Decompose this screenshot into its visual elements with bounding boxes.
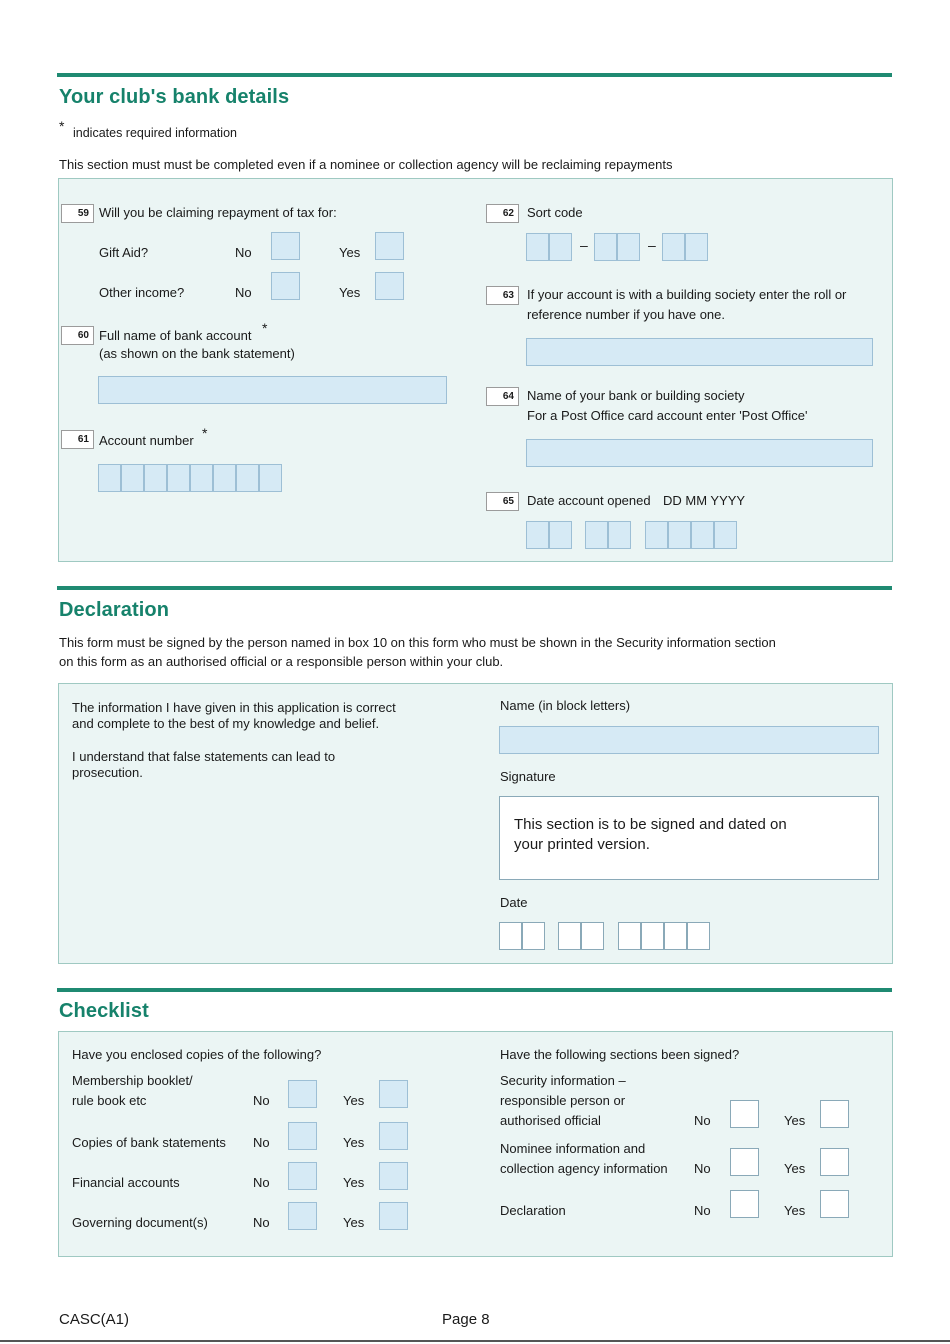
no-label: No — [694, 1113, 711, 1128]
checklist-item-label: Financial accounts — [72, 1175, 180, 1190]
date-digit[interactable] — [581, 922, 604, 950]
date-digit[interactable] — [526, 521, 549, 549]
declaration-statement-1b: and complete to the best of my knowledge and belief. — [72, 716, 380, 731]
date-format-hint: DD MM YYYY — [663, 493, 746, 508]
declaration-statement-1a: The information I have given in this application is correct — [72, 700, 396, 715]
name-label: Name (in block letters) — [500, 698, 631, 713]
yes-label: Yes — [343, 1093, 365, 1108]
date-digit[interactable] — [687, 922, 710, 950]
sort-code-digit[interactable] — [526, 233, 549, 261]
account-digit[interactable] — [144, 464, 167, 492]
date-opened-label: Date account opened — [527, 493, 651, 508]
date-digit[interactable] — [645, 521, 668, 549]
bank-account-name-input[interactable] — [98, 376, 447, 404]
account-digit[interactable] — [236, 464, 259, 492]
financial-accounts-no-checkbox[interactable] — [288, 1162, 317, 1190]
declaration-title: Declaration — [59, 599, 170, 621]
sort-code-dash: – — [580, 237, 588, 253]
question-number-65: 65 — [486, 492, 519, 511]
section-rule — [57, 586, 892, 590]
sort-code-label: Sort code — [527, 205, 583, 220]
form-code: CASC(A1) — [59, 1311, 130, 1328]
date-digit[interactable] — [664, 922, 687, 950]
question-number-62: 62 — [486, 204, 519, 223]
date-digit[interactable] — [608, 521, 631, 549]
name-block-letters-input[interactable] — [499, 726, 879, 754]
other-income-no-label: No — [235, 285, 252, 300]
date-digit[interactable] — [522, 922, 545, 950]
no-label: No — [253, 1093, 270, 1108]
nominee-info-signed-yes-checkbox[interactable] — [820, 1148, 849, 1176]
checklist-title: Checklist — [59, 1000, 149, 1022]
q59-label: Will you be claiming repayment of tax for: — [99, 205, 337, 220]
account-digit[interactable] — [121, 464, 144, 492]
sort-code-digit[interactable] — [594, 233, 617, 261]
checklist-item-label: Membership booklet/ — [72, 1073, 193, 1088]
yes-label: Yes — [784, 1161, 806, 1176]
q60-label-line1: Full name of bank account — [99, 328, 252, 343]
nominee-info-signed-no-checkbox[interactable] — [730, 1148, 759, 1176]
checklist-item-label: rule book etc — [72, 1093, 147, 1108]
sort-code-digit[interactable] — [662, 233, 685, 261]
account-digit[interactable] — [167, 464, 190, 492]
declaration-signed-no-checkbox[interactable] — [730, 1190, 759, 1218]
date-digit[interactable] — [691, 521, 714, 549]
yes-label: Yes — [784, 1203, 806, 1218]
q60-label-line2: (as shown on the bank statement) — [99, 346, 295, 361]
governing-documents-yes-checkbox[interactable] — [379, 1202, 408, 1230]
date-digit[interactable] — [714, 521, 737, 549]
other-income-yes-checkbox[interactable] — [375, 272, 404, 300]
q61-required-star: * — [202, 425, 208, 441]
no-label: No — [253, 1135, 270, 1150]
checklist-item-label: Governing document(s) — [72, 1215, 208, 1230]
checklist-item-label: Nominee information and — [500, 1141, 646, 1156]
gift-aid-no-label: No — [235, 245, 252, 260]
checklist-item-label: authorised official — [500, 1113, 601, 1128]
bank-statements-no-checkbox[interactable] — [288, 1122, 317, 1150]
question-number-63: 63 — [486, 286, 519, 305]
declaration-statement-2a: I understand that false statements can lead to — [72, 749, 336, 764]
yes-label: Yes — [343, 1215, 365, 1230]
gift-aid-yes-label: Yes — [339, 245, 361, 260]
section-rule — [57, 988, 892, 992]
bank-name-input[interactable] — [526, 439, 873, 467]
account-digit[interactable] — [98, 464, 121, 492]
required-star: * — [59, 118, 65, 134]
security-info-signed-no-checkbox[interactable] — [730, 1100, 759, 1128]
roll-number-input[interactable] — [526, 338, 873, 366]
account-number-label: Account number — [99, 433, 194, 448]
section-rule — [57, 73, 892, 77]
checklist-item-label: Security information – — [500, 1073, 626, 1088]
financial-accounts-yes-checkbox[interactable] — [379, 1162, 408, 1190]
bank-details-title: Your club's bank details — [59, 86, 290, 108]
q64-label-line2: For a Post Office card account enter 'Post Office' — [527, 408, 808, 423]
no-label: No — [253, 1175, 270, 1190]
bank-intro: This section must must be completed even if a nominee or collection agency will be reclaiming repayments — [59, 157, 673, 172]
sort-code-dash: – — [648, 237, 656, 253]
checklist-left-heading: Have you enclosed copies of the following? — [72, 1047, 322, 1062]
sort-code-digit[interactable] — [617, 233, 640, 261]
yes-label: Yes — [784, 1113, 806, 1128]
membership-booklet-no-checkbox[interactable] — [288, 1080, 317, 1108]
q63-label-line2: reference number if you have one. — [527, 307, 726, 322]
declaration-intro-line1: This form must be signed by the person named in box 10 on this form who must be shown in the Security information section — [59, 635, 776, 650]
declaration-statement-2b: prosecution. — [72, 765, 143, 780]
date-digit[interactable] — [641, 922, 664, 950]
date-digit[interactable] — [558, 922, 581, 950]
gift-aid-no-checkbox[interactable] — [271, 232, 300, 260]
required-note: indicates required information — [73, 126, 237, 140]
declaration-intro-line2: on this form as an authorised official or a responsible person within your club. — [59, 654, 504, 669]
date-digit[interactable] — [668, 521, 691, 549]
date-digit[interactable] — [499, 922, 522, 950]
yes-label: Yes — [343, 1175, 365, 1190]
governing-documents-no-checkbox[interactable] — [288, 1202, 317, 1230]
q64-label-line1: Name of your bank or building society — [527, 388, 745, 403]
question-number-60: 60 — [61, 326, 94, 345]
no-label: No — [694, 1161, 711, 1176]
other-income-no-checkbox[interactable] — [271, 272, 300, 300]
account-digit[interactable] — [259, 464, 282, 492]
date-digit[interactable] — [549, 521, 572, 549]
checklist-item-label: Copies of bank statements — [72, 1135, 226, 1150]
declaration-signed-yes-checkbox[interactable] — [820, 1190, 849, 1218]
page-number: Page 8 — [442, 1311, 490, 1328]
date-digit[interactable] — [618, 922, 641, 950]
signature-label: Signature — [500, 769, 556, 784]
bank-details-panel — [58, 178, 893, 562]
checklist-right-heading: Have the following sections been signed? — [500, 1047, 740, 1062]
checklist-item-label: responsible person or — [500, 1093, 626, 1108]
sort-code-digit[interactable] — [685, 233, 708, 261]
account-digit[interactable] — [213, 464, 236, 492]
bank-statements-yes-checkbox[interactable] — [379, 1122, 408, 1150]
membership-booklet-yes-checkbox[interactable] — [379, 1080, 408, 1108]
gift-aid-yes-checkbox[interactable] — [375, 232, 404, 260]
date-label: Date — [500, 895, 528, 910]
yes-label: Yes — [343, 1135, 365, 1150]
date-digit[interactable] — [585, 521, 608, 549]
question-number-64: 64 — [486, 387, 519, 406]
other-income-yes-label: Yes — [339, 285, 361, 300]
account-digit[interactable] — [190, 464, 213, 492]
checklist-item-label: Declaration — [500, 1203, 566, 1218]
checklist-item-label: collection agency information — [500, 1161, 668, 1176]
page-bottom-rule — [0, 1340, 950, 1342]
other-income-label: Other income? — [99, 285, 185, 300]
question-number-59: 59 — [61, 204, 94, 223]
q60-required-star: * — [262, 320, 268, 336]
no-label: No — [694, 1203, 711, 1218]
security-info-signed-yes-checkbox[interactable] — [820, 1100, 849, 1128]
q63-label-line1: If your account is with a building society enter the roll or — [527, 287, 847, 302]
question-number-61: 61 — [61, 430, 94, 449]
gift-aid-label: Gift Aid? — [99, 245, 149, 260]
no-label: No — [253, 1215, 270, 1230]
signature-note-line1: This section is to be signed and dated on — [514, 816, 787, 833]
sort-code-digit[interactable] — [549, 233, 572, 261]
signature-note-line2: your printed version. — [514, 836, 650, 853]
